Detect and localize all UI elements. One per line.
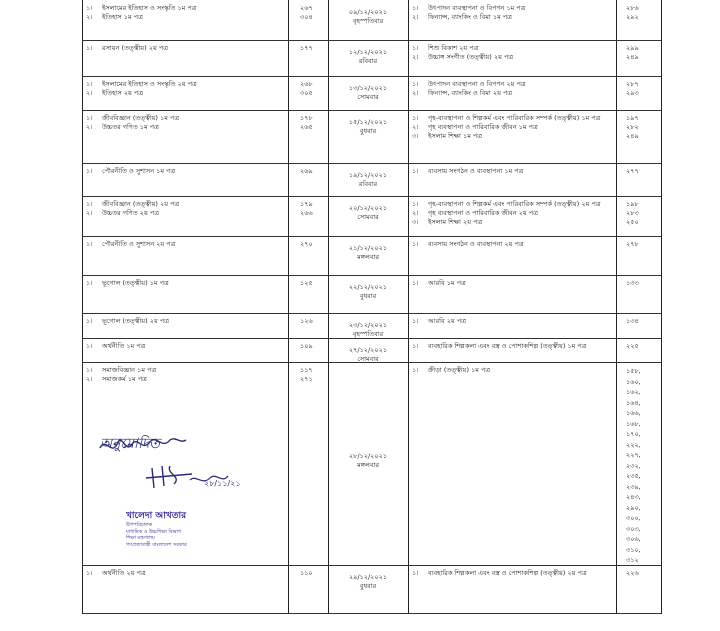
paired-subject-name: ইসলাম শিক্ষা ১ম পত্র — [428, 132, 483, 140]
item-number: ৩। — [412, 218, 419, 226]
paired-code: ২৩২, — [626, 461, 641, 470]
paired-code: ১৯৮ — [626, 200, 639, 208]
subject-code: ১২৫ — [300, 279, 313, 287]
subject-line — [86, 342, 145, 351]
paired-code-cell — [626, 167, 639, 176]
subject-code: ১৭৯ — [300, 200, 313, 208]
paired-subject-name: ফিন্যান্স, ব্যাংকিং ও বিমা ২য় পত্র — [428, 89, 513, 97]
row-divider — [82, 275, 661, 276]
item-number: ১। — [86, 240, 93, 248]
exam-day: বৃহস্পতিবার — [352, 330, 384, 338]
paired-subject-name: আরবি ২য় পত্র — [428, 317, 467, 325]
subject-cell — [86, 114, 179, 132]
row-divider — [82, 565, 661, 566]
paired-subject-cell — [412, 342, 612, 351]
paired-subject-line — [412, 132, 612, 141]
exam-date: ২০/১২/২০২১ — [348, 204, 388, 212]
paired-code: ২২৬ — [626, 569, 639, 577]
exam-date-cell — [330, 452, 406, 470]
item-number: ১। — [412, 342, 419, 350]
subject-name: ইতিহাস ১ম পত্র — [102, 13, 143, 21]
item-number: ২। — [86, 89, 93, 97]
paired-subject-name: ব্যবসায় সংগঠন ও ব্যবস্থাপনা ১ম পত্র — [428, 167, 524, 175]
subject-code-cell — [300, 279, 313, 288]
subject-line — [86, 569, 146, 578]
subject-code-cell — [300, 167, 313, 176]
paired-code-cell — [626, 342, 639, 351]
subject-line — [86, 4, 197, 13]
subject-code: ৩০৪ — [300, 13, 313, 21]
item-number: ১। — [86, 317, 93, 325]
paired-code: ১৩৪ — [626, 317, 639, 325]
item-number: ১। — [86, 44, 93, 52]
paired-subject-line — [412, 123, 612, 132]
exam-date: ২৮/১২/২০২১ — [348, 452, 388, 460]
paired-subject-line — [412, 209, 612, 218]
paired-subject-cell — [412, 4, 612, 22]
paired-code: ২৯৯ — [626, 44, 639, 52]
paired-code: ৩০০, — [626, 514, 641, 522]
paired-code: ২৪৩, — [626, 493, 641, 501]
item-number: ২। — [86, 209, 93, 217]
item-number: ১। — [412, 4, 419, 12]
subject-code-cell — [300, 200, 313, 218]
subject-code: ২৭১ — [300, 375, 313, 383]
subject-name: পৌরনীতি ও সুশাসন ২য় পত্র — [102, 240, 176, 248]
paired-code: ২৮৬ — [626, 4, 639, 12]
paired-subject-name: উচ্চাঙ্গ সংগীত (তত্ত্বীয়) ২য় পত্র — [428, 53, 514, 61]
paired-subject-line — [412, 317, 612, 326]
subject-name: উচ্চতর গণিত ২য় পত্র — [102, 209, 160, 217]
subject-code: ১৭৮ — [300, 114, 313, 122]
exam-date-cell — [330, 321, 406, 339]
exam-day: মঙ্গলবার — [357, 461, 379, 469]
paired-code: ২৯০, — [626, 503, 641, 512]
paired-subject-cell — [412, 569, 612, 578]
column-divider — [288, 0, 289, 613]
paired-code: ২৯৩ — [626, 89, 639, 97]
row-divider — [82, 40, 661, 41]
item-number: ২। — [86, 375, 93, 383]
paired-code: ২৪৯ — [626, 53, 639, 61]
paired-code: ১৬০, — [626, 377, 641, 386]
subject-line — [86, 44, 168, 53]
paired-code: ১৯৭ — [626, 114, 639, 122]
subject-line — [86, 200, 179, 209]
paired-code: ২২৫ — [626, 342, 639, 350]
officer-designation: উপপরিচালক মাধ্যমিক ও উচ্চশিক্ষা বিভাগ শিক্ষা মন্ত্রণালয় গণপ্রজাতন্ত্রী বাংলাদেশ সরকার — [126, 522, 187, 548]
paired-subject-line — [412, 279, 612, 288]
exam-date-cell — [330, 8, 406, 26]
exam-date-cell — [330, 118, 406, 136]
paired-code: ২২৭, — [626, 451, 641, 459]
paired-code: ১৬৮, — [626, 419, 641, 428]
paired-subject-line — [412, 218, 612, 227]
paired-code: ২৪৯ — [626, 132, 639, 140]
exam-date: ১৫/১২/২০২১ — [348, 118, 388, 126]
subject-name: জীববিজ্ঞান (তত্ত্বীয়) ২য় পত্র — [102, 200, 180, 208]
exam-day: বুধবার — [359, 127, 377, 135]
exam-date-cell — [330, 204, 406, 222]
item-number: ২। — [412, 53, 419, 61]
subject-code-cell — [300, 80, 313, 98]
approval-stamp — [92, 430, 262, 560]
exam-date-cell — [330, 283, 406, 301]
exam-date-cell — [330, 573, 406, 591]
paired-subject-line — [412, 167, 612, 176]
paired-code: ১৩৩ — [626, 279, 639, 287]
subject-code: ২৬৭ — [300, 4, 313, 12]
paired-subject-line — [412, 114, 612, 123]
paired-subject-cell — [412, 80, 612, 98]
item-number: ২। — [86, 123, 93, 131]
column-divider — [408, 0, 409, 613]
subject-cell — [86, 342, 145, 351]
paired-code: ২৭৮ — [626, 240, 639, 248]
paired-subject-name: গৃহ-ব্যবস্থাপনা ও শিল্পকর্ম এবং পারিবারিক সম্পর্ক (তত্ত্বীয়) ২য় পত্র — [428, 200, 601, 208]
exam-day: সোমবার — [357, 93, 379, 101]
paired-code: ২৩৫, — [626, 472, 641, 480]
subject-code: ২৬৮ — [300, 80, 313, 88]
paired-code: ১৬৪, — [626, 398, 641, 407]
paired-subject-cell — [412, 366, 612, 375]
paired-code: ৩১০, — [626, 545, 641, 554]
approval-word: অনুমোদিত — [100, 436, 160, 452]
paired-code-cell — [626, 317, 639, 326]
paired-subject-name: ফিন্যান্স, ব্যাংকিং ও বিমা ১ম পত্র — [428, 13, 512, 21]
item-number: ১। — [86, 366, 93, 374]
subject-cell — [86, 200, 179, 218]
exam-date-cell — [330, 84, 406, 102]
item-number: ১। — [412, 200, 419, 208]
paired-code: ২৮৩ — [626, 209, 639, 217]
paired-subject-cell — [412, 167, 612, 176]
signature-date: ২৮/১১/২১ — [204, 479, 241, 488]
exam-day: সোমবার — [357, 213, 379, 221]
item-number: ১। — [86, 279, 93, 287]
subject-code-cell — [300, 569, 313, 578]
paired-subject-line — [412, 569, 612, 578]
subject-cell — [86, 44, 168, 53]
paired-subject-cell — [412, 44, 612, 62]
exam-date-cell — [330, 244, 406, 262]
paired-subject-cell — [412, 114, 612, 141]
subject-line — [86, 366, 156, 375]
subject-line — [86, 123, 179, 132]
subject-cell — [86, 4, 197, 22]
paired-code: ২৫০ — [626, 218, 639, 226]
row-divider — [82, 76, 661, 77]
subject-line — [86, 167, 175, 176]
paired-code-cell — [626, 569, 639, 578]
item-number: ১। — [86, 167, 93, 175]
paired-subject-cell — [412, 200, 612, 227]
subject-code: ১১৭ — [300, 366, 313, 374]
paired-code: ২৮২ — [626, 123, 639, 131]
item-number: ১। — [412, 240, 419, 248]
subject-code-cell — [300, 44, 313, 53]
subject-cell — [86, 80, 197, 98]
subject-name: অর্থনীতি ১ম পত্র — [102, 342, 146, 350]
exam-date-cell — [330, 48, 406, 66]
subject-line — [86, 375, 156, 384]
item-number: ২। — [86, 13, 93, 21]
subject-name: জীববিজ্ঞান (তত্ত্বীয়) ১ম পত্র — [102, 114, 180, 122]
subject-cell — [86, 167, 175, 176]
paired-code-cell — [626, 80, 639, 98]
subject-name: রসায়ন (তত্ত্বীয়) ২য় পত্র — [102, 44, 169, 52]
subject-line — [86, 13, 197, 22]
column-divider — [616, 0, 617, 613]
paired-subject-cell — [412, 317, 612, 326]
exam-date-cell — [330, 171, 406, 189]
subject-code: ১২৬ — [300, 317, 313, 325]
exam-date: ১২/১২/২০২১ — [348, 48, 388, 56]
item-number: ১। — [412, 569, 419, 577]
subject-code: ২৭০ — [300, 240, 313, 248]
paired-subject-name: গৃহ-ব্যবস্থাপনা ও শিল্পকর্ম এবং পারিবারিক সম্পর্ক (তত্ত্বীয়) ১ম পত্র — [428, 114, 601, 122]
subject-name: অর্থনীতি ২য় পত্র — [102, 569, 146, 577]
subject-name: সমাজবিজ্ঞান ১ম পত্র — [102, 366, 157, 374]
paired-subject-line — [412, 200, 612, 209]
subject-name: ইসলামের ইতিহাস ও সংস্কৃতি ২য় পত্র — [102, 80, 197, 88]
subject-line — [86, 209, 179, 218]
paired-subject-line — [412, 342, 612, 351]
exam-date: ২১/১২/২০২১ — [348, 244, 388, 252]
paired-code: ১৫৮, — [626, 367, 641, 375]
subject-cell — [86, 279, 169, 288]
paired-code-cell — [626, 240, 639, 249]
exam-date-cell — [330, 346, 406, 364]
subject-line — [86, 317, 169, 326]
item-number: ১। — [86, 114, 93, 122]
subject-code-cell — [300, 114, 313, 132]
paired-subject-name: উৎপাদন ব্যবস্থাপনা ও বিপণন ১ম পত্র — [428, 4, 526, 12]
item-number: ১। — [412, 317, 419, 325]
subject-line — [86, 240, 175, 249]
subject-code-cell — [300, 366, 313, 384]
exam-date: ১৩/১২/২০২১ — [348, 84, 388, 92]
subject-name: ভূগোল (তত্ত্বীয়) ১ম পত্র — [102, 279, 169, 287]
item-number: ১। — [412, 114, 419, 122]
exam-date: ২৭/১২/২০২১ — [348, 346, 388, 354]
subject-code-cell — [300, 342, 313, 351]
row-divider — [82, 196, 661, 197]
item-number: ২। — [412, 89, 419, 97]
subject-code: ২৬৯ — [300, 167, 313, 175]
paired-subject-line — [412, 44, 612, 53]
paired-subject-line — [412, 53, 612, 62]
subject-code: ২৬৫ — [300, 123, 313, 131]
exam-day: বুধবার — [359, 292, 377, 300]
row-divider — [82, 163, 661, 164]
row-divider — [82, 236, 661, 237]
paired-subject-cell — [412, 279, 612, 288]
subject-code: ১৭৭ — [300, 44, 313, 52]
paired-code: ৩০৩, — [626, 524, 641, 533]
paired-subject-line — [412, 89, 612, 98]
paired-code: ৩০৬, — [626, 535, 641, 543]
paired-code: ২২২, — [626, 440, 641, 449]
item-number: ১। — [412, 44, 419, 52]
exam-day: মঙ্গলবার — [357, 253, 379, 261]
paired-subject-name: গৃহ ব্যবস্থাপনা ও পারিবারিক জীবন ২য় পত্র — [428, 209, 538, 217]
subject-cell — [86, 366, 156, 384]
paired-subject-name: ক্রীড়া (তত্ত্বীয়) ১ম পত্র — [428, 366, 491, 374]
item-number: ১। — [86, 569, 93, 577]
paired-subject-line — [412, 13, 612, 22]
paired-subject-line — [412, 80, 612, 89]
paired-subject-line — [412, 4, 612, 13]
item-number: ২। — [412, 209, 419, 217]
item-number: ১। — [86, 200, 93, 208]
item-number: ১। — [412, 167, 419, 175]
paired-code-cell — [626, 366, 641, 566]
paired-subject-name: ব্যবসায় সংগঠন ও ব্যবস্থাপনা ২য় পত্র — [428, 240, 524, 248]
item-number: ১। — [412, 366, 419, 374]
item-number: ৩। — [412, 132, 419, 140]
subject-code-cell — [300, 4, 313, 22]
exam-day: বুধবার — [359, 582, 377, 590]
item-number: ২। — [412, 123, 419, 131]
subject-cell — [86, 569, 146, 578]
subject-line — [86, 114, 179, 123]
paired-subject-cell — [412, 240, 612, 249]
paired-code: ১৬২, — [626, 388, 641, 396]
paired-code: ৩১২ — [626, 556, 639, 564]
paired-code: ১৭০, — [626, 430, 641, 438]
officer-name: খালেদা আখতার — [126, 511, 187, 521]
paired-subject-name: ইসলাম শিক্ষা ২য় পত্র — [428, 218, 483, 226]
item-number: ১। — [86, 342, 93, 350]
paired-subject-name: গৃহ ব্যবস্থাপনা ও পারিবারিক জীবন ১ম পত্র — [428, 123, 538, 131]
paired-subject-name: ব্যবহারিক শিল্পকলা এবং বস্ত্র ও পোশাকশিল্প (তত্ত্বীয়) ২য় পত্র — [428, 569, 587, 577]
exam-day: সোমবার — [357, 355, 379, 363]
paired-code: ১৬৬, — [626, 409, 641, 417]
item-number: ১। — [86, 4, 93, 12]
subject-code-cell — [300, 317, 313, 326]
item-number: ১। — [412, 80, 419, 88]
exam-day: বৃহস্পতিবার — [352, 17, 384, 25]
exam-date: ২৩/১২/২০২১ — [348, 321, 388, 329]
item-number: ২। — [412, 13, 419, 21]
paired-subject-line — [412, 240, 612, 249]
paired-code-cell — [626, 200, 639, 227]
paired-subject-name: ব্যবহারিক শিল্পকলা এবং বস্ত্র ও পোশাকশিল্প (তত্ত্বীয়) ১ম পত্র — [428, 342, 587, 350]
subject-name: সমাজকর্ম ১ম পত্র — [102, 375, 147, 383]
item-number: ১। — [86, 80, 93, 88]
subject-name: ইতিহাস ২য় পত্র — [102, 89, 144, 97]
subject-code: ২৬৬ — [300, 209, 313, 217]
paired-code-cell — [626, 44, 639, 62]
row-divider — [82, 313, 661, 314]
paired-code: ২৭৭ — [626, 167, 639, 175]
subject-name: উচ্চতর গণিত ১ম পত্র — [102, 123, 159, 131]
paired-code: ২৩৯, — [626, 482, 641, 491]
exam-day: রবিবার — [358, 57, 378, 65]
exam-date: ২২/১২/২০২১ — [348, 283, 388, 291]
row-divider — [82, 613, 661, 614]
row-divider — [82, 110, 661, 111]
subject-code-cell — [300, 240, 313, 249]
paired-subject-name: আরবি ১ম পত্র — [428, 279, 466, 287]
paired-code-cell — [626, 4, 639, 22]
paired-code-cell — [626, 279, 639, 288]
paired-subject-line — [412, 366, 612, 375]
exam-date: ২৯/১২/২০২১ — [348, 573, 388, 581]
exam-day: রবিবার — [358, 180, 378, 188]
subject-code: ৩০৫ — [300, 89, 313, 97]
exam-date: ১৯/১২/২০২১ — [348, 171, 388, 179]
subject-line — [86, 80, 197, 89]
subject-name: ভূগোল (তত্ত্বীয়) ২য় পত্র — [102, 317, 170, 325]
subject-cell — [86, 240, 175, 249]
subject-line — [86, 89, 197, 98]
subject-name: পৌরনীতি ও সুশাসন ১ম পত্র — [102, 167, 176, 175]
paired-subject-name: উৎপাদন ব্যবস্থাপনা ও বিপণন ২য় পত্র — [428, 80, 526, 88]
subject-code: ১০৯ — [300, 342, 313, 350]
paired-code: ২৮৭ — [626, 80, 639, 88]
paired-code-cell — [626, 114, 639, 141]
column-divider — [328, 0, 329, 613]
subject-code: ১১০ — [300, 569, 313, 577]
subject-name: ইসলামের ইতিহাস ও সংস্কৃতি ১ম পত্র — [102, 4, 197, 12]
paired-subject-name: শিশু বিকাশ ২য় পত্র — [428, 44, 479, 52]
exam-date: ০৯/১২/২০২১ — [348, 8, 388, 16]
paired-code: ২৯২ — [626, 13, 639, 21]
subject-line — [86, 279, 169, 288]
item-number: ১। — [412, 279, 419, 287]
subject-cell — [86, 317, 169, 326]
